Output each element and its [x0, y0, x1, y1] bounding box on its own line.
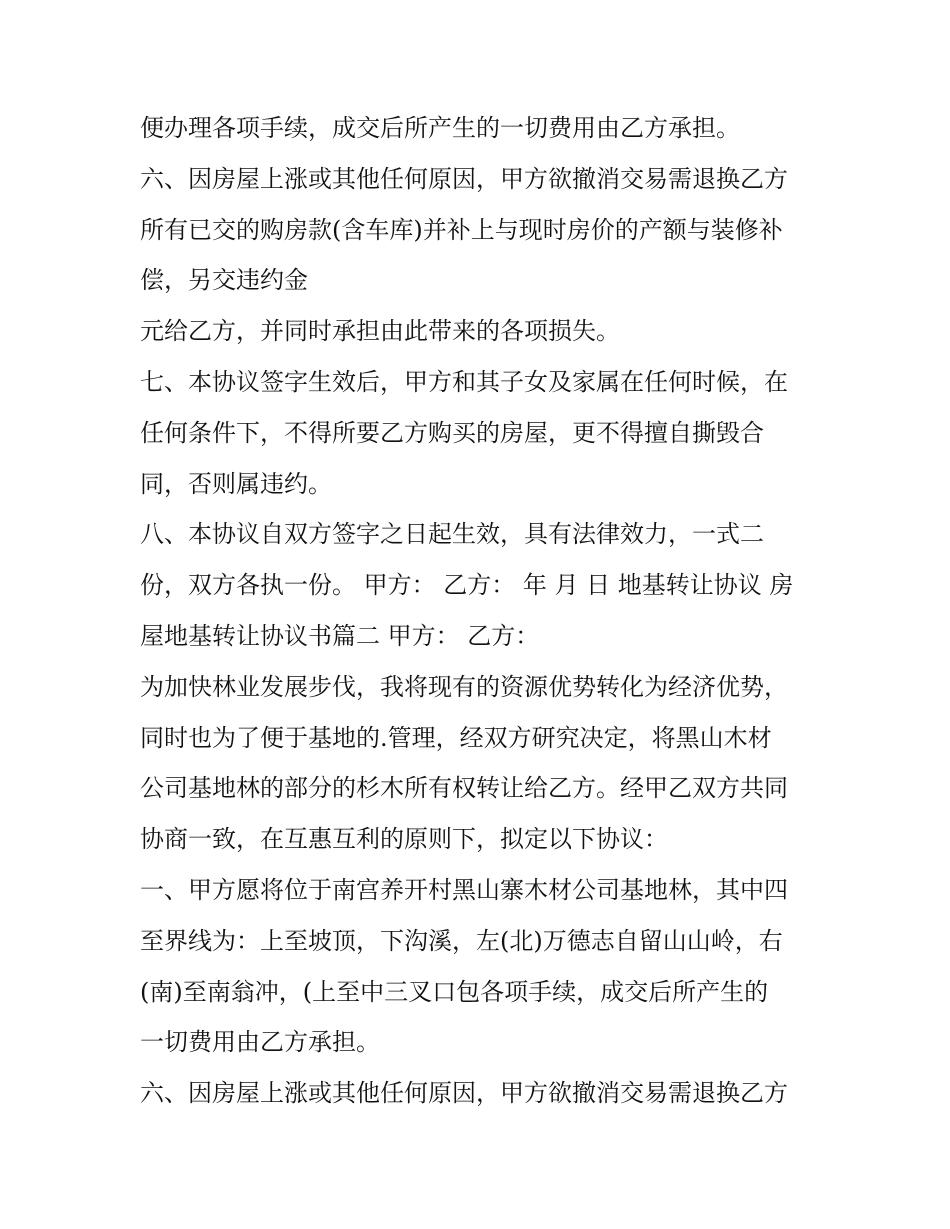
text-line: 便办理各项手续，成交后所产生的一切费用由乙方承担。: [140, 114, 740, 142]
text-line: 八、本协议自双方签字之日起生效，具有法律效力，一式二: [140, 520, 764, 549]
text-line: 一、甲方愿将位于南宫养开村黑山寨木材公司基地林，其中四: [140, 875, 788, 904]
text-line: 六、因房屋上涨或其他任何原因，甲方欲撤消交易需退换乙方: [140, 164, 788, 193]
document-body: [140, 108, 820, 1124]
text-line: 份，双方各执一份。 甲方： 乙方： 年 月 日 地基转让协议 房: [140, 571, 794, 600]
text-line: 偿，另交违约金: [140, 266, 308, 295]
text-line: (南)至南翁冲，(上至中三叉口包各项手续，成交后所产生的: [140, 977, 769, 1006]
text-line: 为加快林业发展步伐，我将现有的资源优势转化为经济优势，: [140, 672, 788, 701]
text-line: 同，否则属违约。: [140, 469, 332, 498]
text-line: 屋地基转让协议书篇二 甲方： 乙方：: [140, 621, 540, 650]
text-line: 六、因房屋上涨或其他任何原因，甲方欲撤消交易需退换乙方: [140, 1079, 788, 1108]
text-line: 任何条件下，不得所要乙方购买的房屋，更不得擅自撕毁合: [140, 418, 764, 447]
text-line: 七、本协议签字生效后，甲方和其子女及家属在任何时候，在: [140, 367, 788, 396]
text-line: 一切费用由乙方承担。: [140, 1028, 380, 1057]
text-line: 至界线为：上至坡顶，下沟溪，左(北)万德志自留山山岭，右: [140, 926, 783, 955]
text-line: 元给乙方，并同时承担由此带来的各项损失。: [140, 317, 620, 346]
text-line: 所有已交的购房款(含车库)并补上与现时房价的产额与装修补: [140, 215, 783, 244]
text-line: 同时也为了便于基地的.管理，经双方研究决定，将黑山木材: [140, 723, 772, 752]
text-line: 公司基地林的部分的杉木所有权转让给乙方。经甲乙双方共同: [140, 774, 788, 803]
text-line: 协商一致，在互惠互利的原则下，拟定以下协议：: [140, 825, 668, 854]
